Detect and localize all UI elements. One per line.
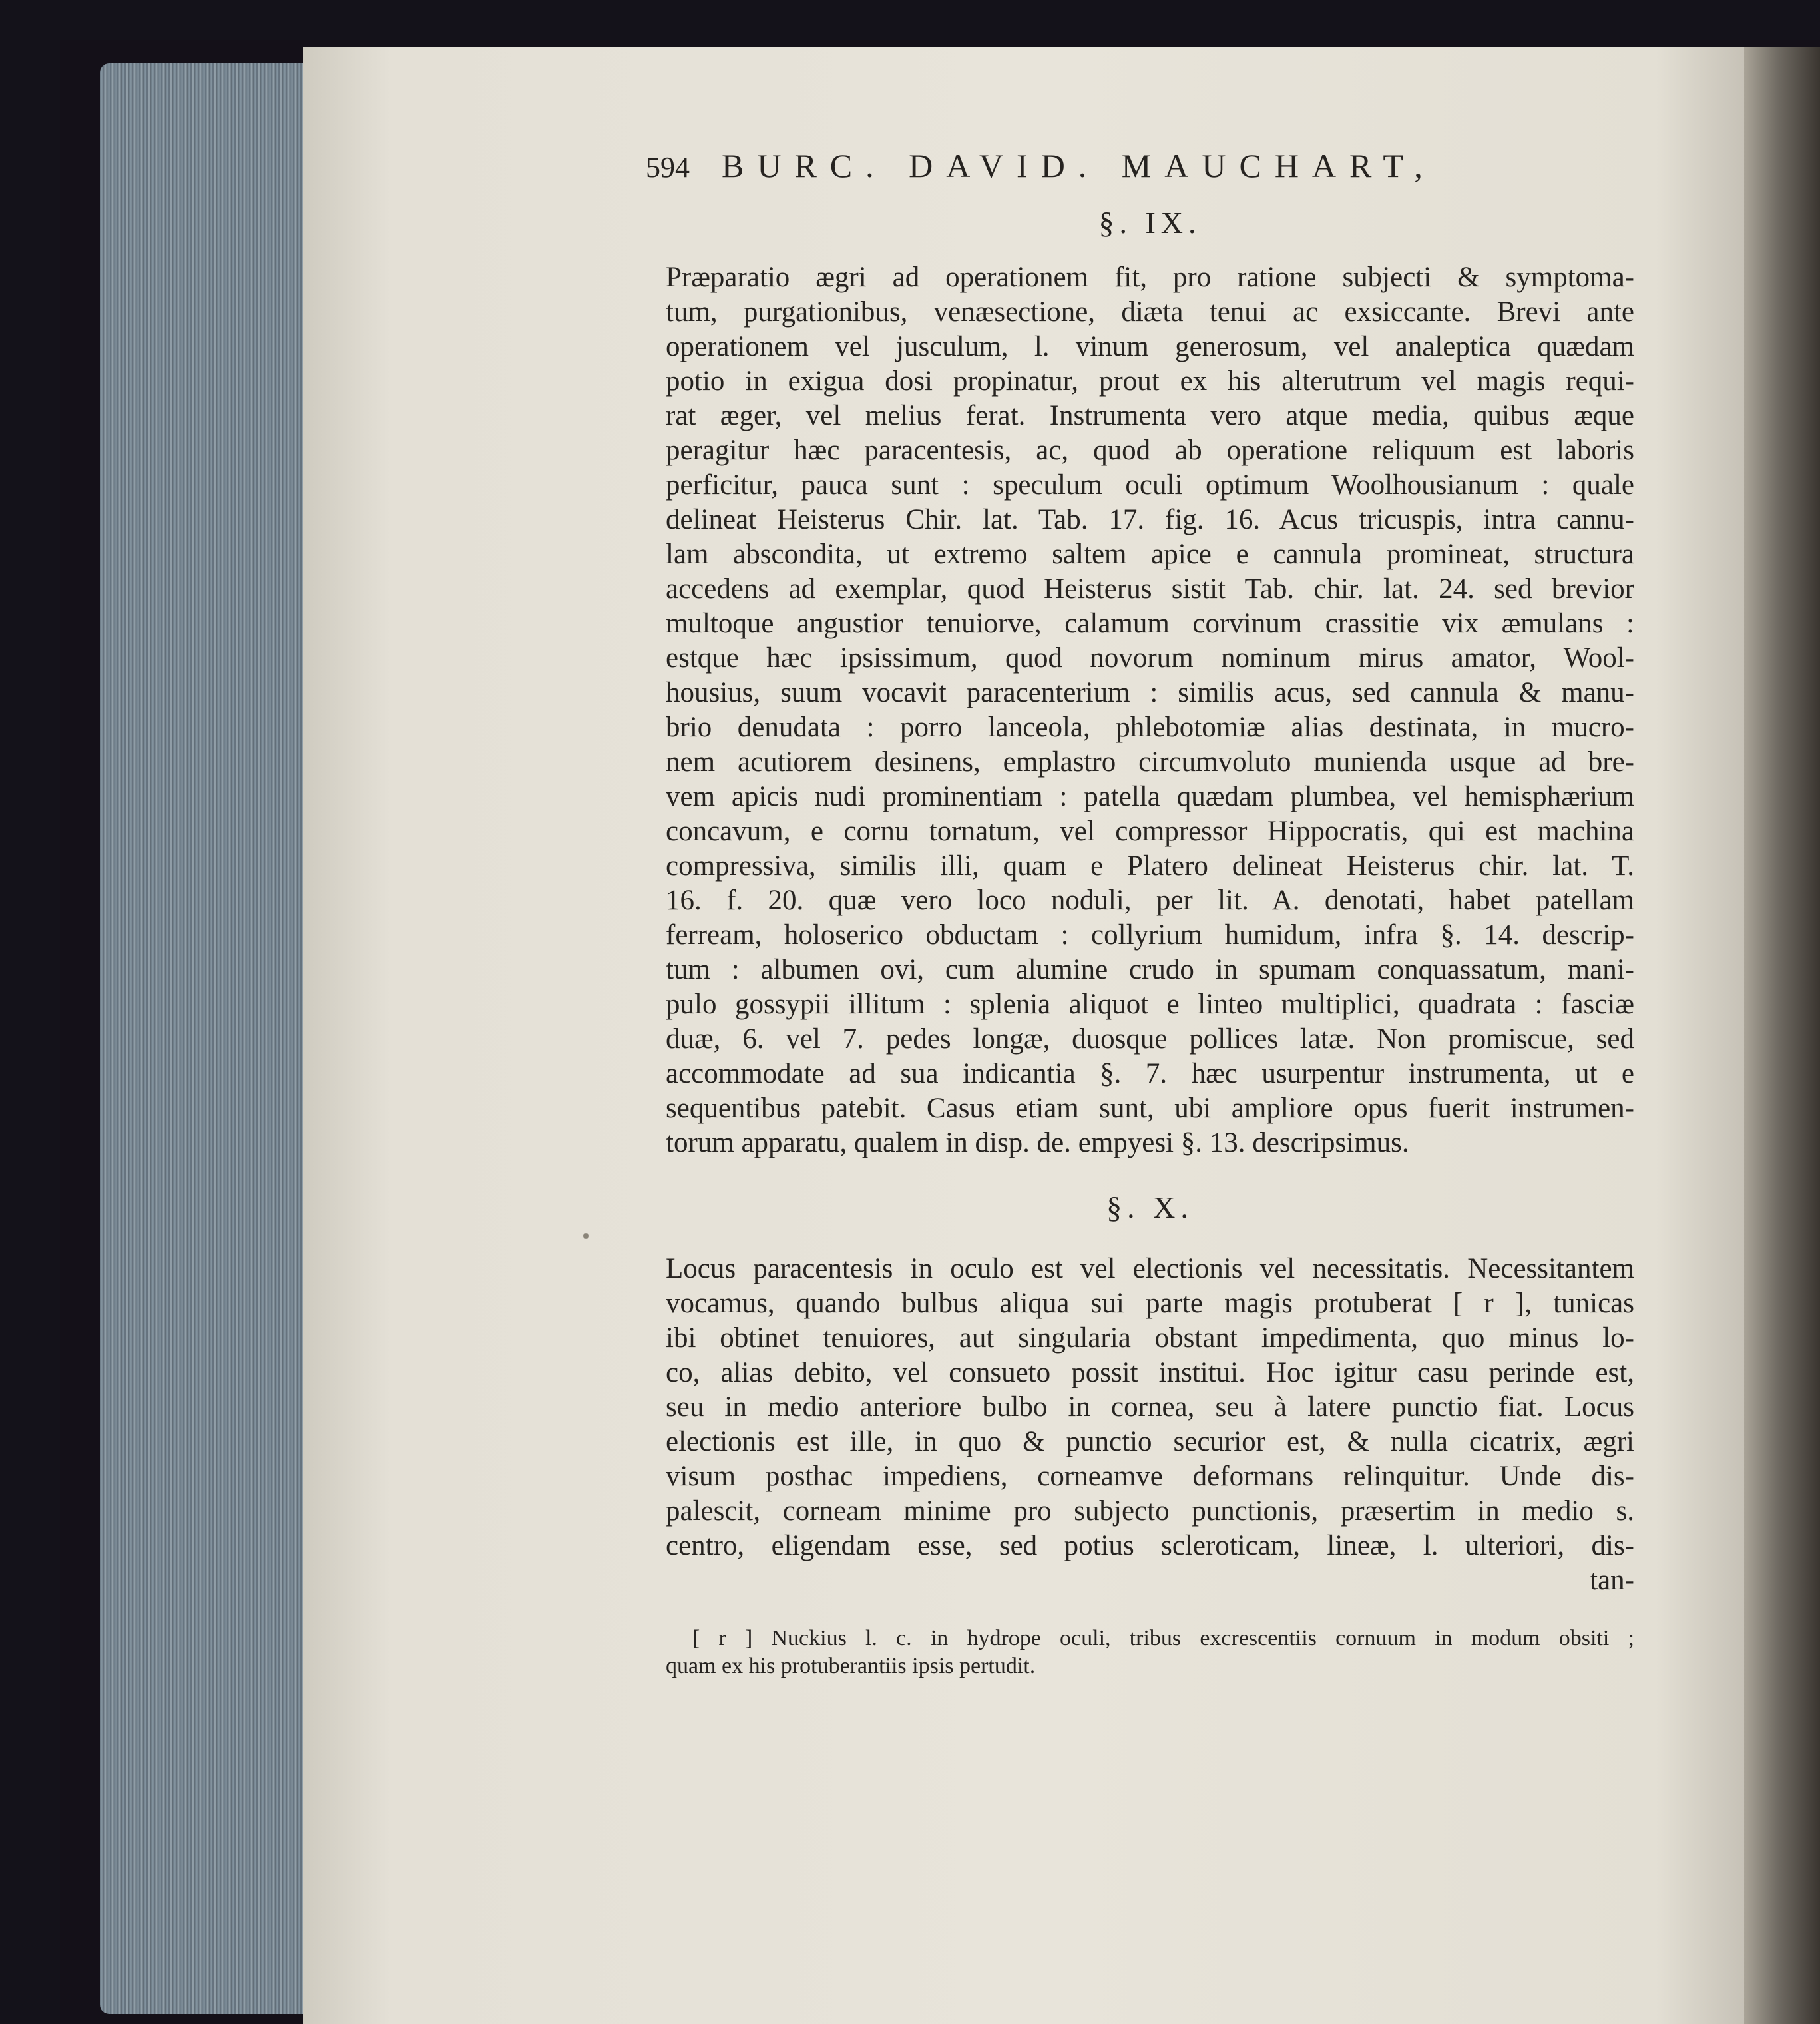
text-line: peragitur hæc paracentesis, ac, quod ab operatione reliquum est laboris — [666, 435, 1634, 466]
section-ix-body — [666, 260, 1634, 1160]
text-line: duæ, 6. vel 7. pedes longæ, duosque pollices latæ. Non promiscue, sed — [666, 1023, 1634, 1055]
text-line: Locus paracentesis in oculo est vel electionis vel necessitatis. Necessitantem — [666, 1253, 1634, 1284]
footnote-line: [ r ] Nuckius l. c. in hydrope oculi, tribus excrescentiis cornuum in modum obsiti ; — [692, 1626, 1634, 1650]
text-line: compressiva, similis illi, quam e Platero delineat Heisterus chir. lat. T. — [666, 850, 1634, 882]
text-line: concavum, e cornu tornatum, vel compressor Hippocratis, qui est machina — [666, 816, 1634, 847]
text-line: visum posthac impediens, corneamve deformans relinquitur. Unde dis- — [666, 1461, 1634, 1492]
text-line: lam abscondita, ut extremo saltem apice e cannula promineat, structura — [666, 539, 1634, 570]
page-number: 594 — [646, 151, 690, 184]
text-line: potio in exigua dosi propinatur, prout ex his alterutrum vel magis requi- — [666, 366, 1634, 397]
text-line: tum : albumen ovi, cum alumine crudo in spumam conquassatum, mani- — [666, 954, 1634, 985]
catchword: tan- — [1590, 1565, 1634, 1596]
paper-speck — [583, 1233, 589, 1239]
running-head-author: BURC. DAVID. MAUCHART, — [722, 147, 1436, 184]
page-edges — [100, 63, 306, 2014]
text-line: housius, suum vocavit paracenterium : similis acus, sed cannula & manu- — [666, 677, 1634, 708]
text-line: ibi obtinet tenuiores, aut singularia obstant impedimenta, quo minus lo- — [666, 1322, 1634, 1354]
running-head — [646, 146, 1634, 185]
text-line: electionis est ille, in quo & punctio securior est, & nulla cicatrix, ægri — [666, 1426, 1634, 1457]
text-line: estque hæc ipsissimum, quod novorum nominum mirus amator, Wool- — [666, 642, 1634, 674]
text-line: vem apicis nudi prominentiam : patella quædam plumbea, vel hemisphærium — [666, 781, 1634, 812]
text-line: 16. f. 20. quæ vero loco noduli, per lit. A. denotati, habet patellam — [666, 885, 1634, 916]
text-line: palescit, corneam minime pro subjecto punctionis, præsertim in medio s. — [666, 1495, 1634, 1527]
page-text — [646, 146, 1634, 1680]
text-line: brio denudata : porro lanceola, phlebotomiæ alias destinata, in mucro- — [666, 712, 1634, 743]
text-line: seu in medio anteriore bulbo in cornea, seu à latere punctio fiat. Locus — [666, 1392, 1634, 1423]
footnote-line: quam ex his protuberantiis ipsis pertudit. — [666, 1654, 1036, 1678]
text-line: sequentibus patebit. Casus etiam sunt, ubi ampliore opus fuerit instrumen- — [666, 1093, 1634, 1124]
text-line: accommodate ad sua indicantia §. 7. hæc usurpentur instrumenta, ut e — [666, 1058, 1634, 1089]
text-line: pulo gossypii illitum : splenia aliquot e linteo multiplici, quadrata : fasciæ — [666, 989, 1634, 1020]
section-heading-x: §. X. — [1106, 1190, 1194, 1224]
text-line: co, alias debito, vel consueto possit institui. Hoc igitur casu perinde est, — [666, 1357, 1634, 1388]
text-line: vocamus, quando bulbus aliqua sui parte magis protuberat [ r ], tunicas — [666, 1288, 1634, 1319]
text-line: delineat Heisterus Chir. lat. Tab. 17. fig. 16. Acus tricuspis, intra cannu- — [666, 504, 1634, 535]
text-line: rat æger, vel melius ferat. Instrumenta vero atque media, quibus æque — [666, 400, 1634, 431]
text-line: centro, eligendam esse, sed potius scleroticam, lineæ, l. ulteriori, dis- — [666, 1530, 1634, 1561]
text-line: nem acutiorem desinens, emplastro circumvoluto munienda usque ad bre- — [666, 746, 1634, 778]
section-heading-ix: §. IX. — [1098, 206, 1202, 240]
section-x-body — [666, 1252, 1634, 1563]
text-line: torum apparatu, qualem in disp. de. empyesi §. 13. descripsimus. — [666, 1127, 1409, 1158]
text-line: perficitur, pauca sunt : speculum oculi optimum Woolhousianum : quale — [666, 469, 1634, 501]
text-line: tum, purgationibus, venæsectione, diæta tenui ac exsiccante. Brevi ante — [666, 296, 1634, 328]
text-line: ferream, holoserico obductam : collyrium humidum, infra §. 14. descrip- — [666, 919, 1634, 951]
text-line: operationem vel jusculum, l. vinum generosum, vel analeptica quædam — [666, 331, 1634, 362]
book-gutter — [1744, 47, 1820, 2024]
text-line: accedens ad exemplar, quod Heisterus sistit Tab. chir. lat. 24. sed brevior — [666, 573, 1634, 605]
footnote — [666, 1625, 1634, 1680]
text-line: multoque angustior tenuiorve, calamum corvinum crassitie vix æmulans : — [666, 608, 1634, 639]
text-line: Præparatio ægri ad operationem fit, pro ratione subjecti & symptoma- — [666, 262, 1634, 293]
